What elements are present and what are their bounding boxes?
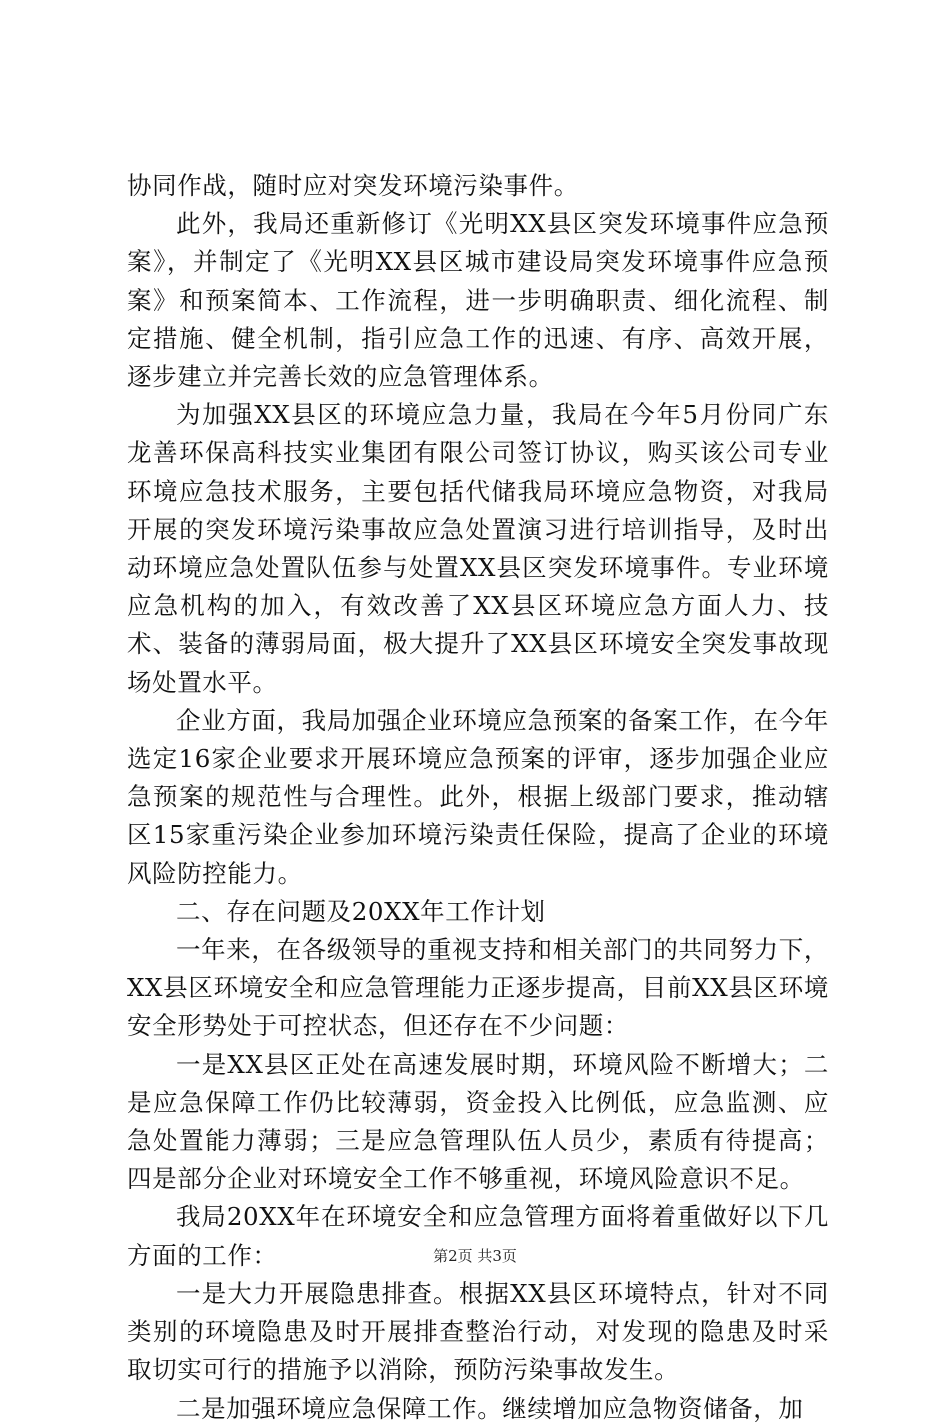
page-number: 第2页 共3页: [433, 1247, 517, 1265]
paragraph-continuation: 协同作战，随时应对突发环境污染事件。: [127, 171, 579, 200]
paragraph-enterprise: 企业方面，我局加强企业环境应急预案的备案工作，在今年选定16家企业要求开展环境应急预案的评审，逐步加强企业应急预案的规范性与合理性。此外，根据上级部门要求，推动辖区15家重污染企业参加环境污染责任保险，提高了企业的环境风险防控能力。: [127, 705, 829, 888]
paragraph-plan-item-2: 二是加强环境应急保障工作。继续增加应急物资储备，加: [176, 1393, 804, 1423]
paragraph-plan-intro: 我局20XX年在环境安全和应急管理方面将着重做好以下几方面的工作：: [127, 1202, 829, 1270]
section-heading-problems-plan: 二、存在问题及20XX年工作计划: [176, 896, 546, 926]
document-body: [127, 167, 829, 1428]
paragraph-emergency-plan-revision: 此外，我局还重新修订《光明XX县区突发环境事件应急预案》，并制定了《光明XX县区城市建设局突发环境事件应急预案》和预案简本、工作流程，进一步明确职责、细化流程、制定措施、健全机制，指引应急工作的迅速、有序、高效开展，逐步建立并完善长效的应急管理体系。: [127, 209, 829, 392]
paragraph-plan-item-1: 一是大力开展隐患排查。根据XX县区环境特点，针对不同类别的环境隐患及时开展排查整治行动，对发现的隐患及时采取切实可行的措施予以消除，预防污染事故发生。: [127, 1278, 829, 1385]
paragraph-problems-list: 一是XX县区正处在高速发展时期，环境风险不断增大；二是应急保障工作仍比较薄弱，资金投入比例低，应急监测、应急处置能力薄弱；三是应急管理队伍人员少，素质有待提高；四是部分企业对环境安全工作不够重视，环境风险意识不足。: [127, 1049, 829, 1194]
paragraph-year-review: 一年来，在各级领导的重视支持和相关部门的共同努力下，XX县区环境安全和应急管理能力正逐步提高，目前XX县区环境安全形势处于可控状态，但还存在不少问题：: [127, 935, 829, 1041]
paragraph-emergency-force: 为加强XX县区的环境应急力量，我局在今年5月份同广东龙善环保高科技实业集团有限公司签订协议，购买该公司专业环境应急技术服务，主要包括代储我局环境应急物资，对我局开展的突发环境污染事故应急处置演习进行培训指导，及时出动环境应急处置队伍参与处置XX县区突发环境事件。专业环境应急机构的加入，有效改善了XX县区环境应急方面人力、技术、装备的薄弱局面，极大提升了XX县区环境安全突发事故现场处置水平。: [127, 400, 829, 697]
